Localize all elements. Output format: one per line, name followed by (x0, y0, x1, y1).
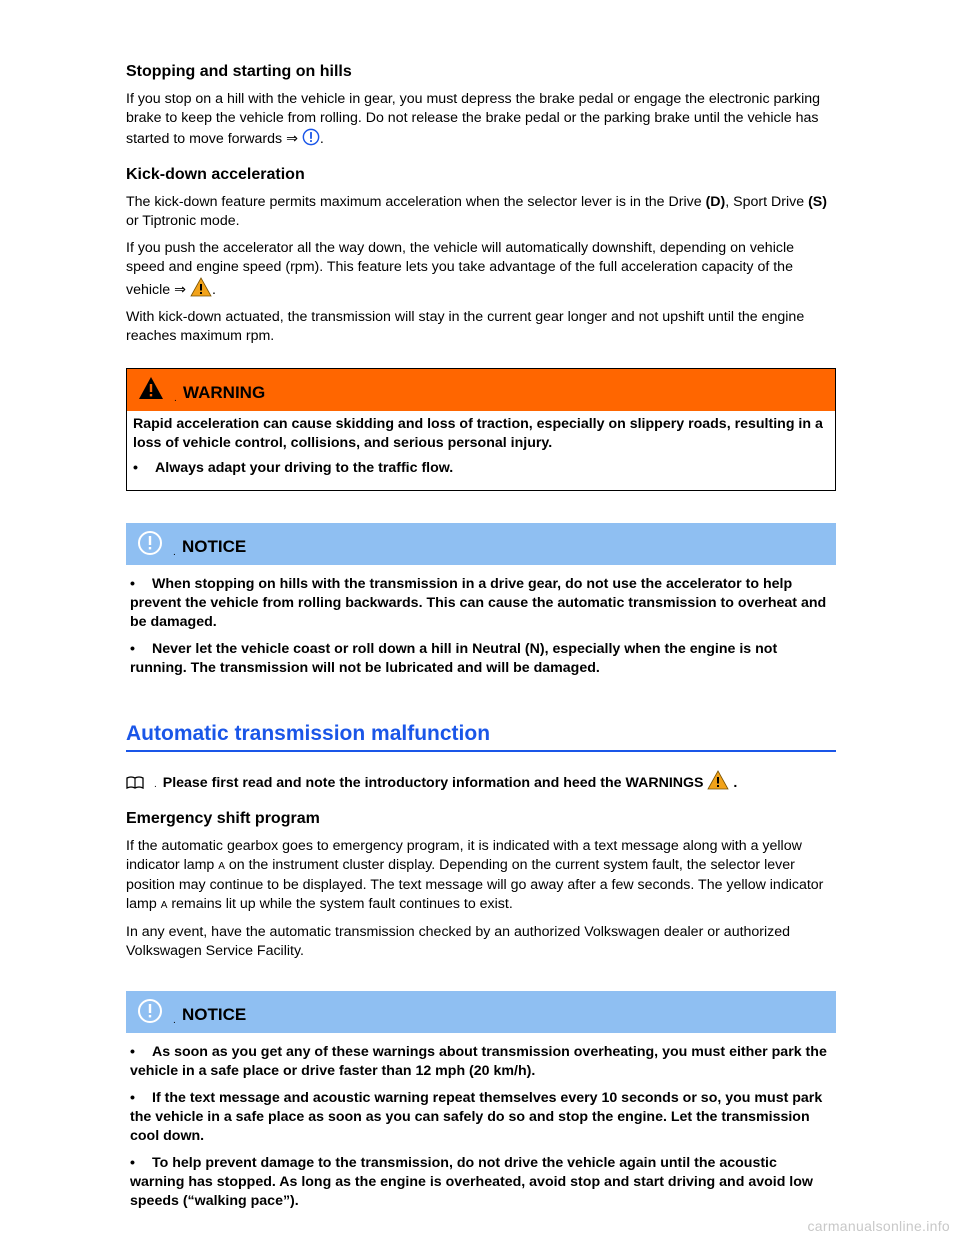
warning-bullet: • Always adapt your driving to the traffic flow. (133, 460, 454, 476)
warning-header: . WARNING (127, 369, 835, 411)
notice-box-2 (126, 991, 836, 1211)
notice-bullet: • If the text message and acoustic warning repeat themselves every 10 seconds or so, you must park the vehicle in a safe place as soon as you can safely do so and stop the engine. Let the transmission cool down. (130, 1090, 823, 1144)
paragraph-kick-down-rpm: With kick-down actuated, the transmission will stay in the current gear longer and not upshift until the engine reaches maximum rpm. (126, 309, 805, 344)
notice-bullet: • When stopping on hills with the transmission in a drive gear, do not use the accelerator to help prevent the vehicle from rolling backwards. This can cause the automatic transmission to overheat and be damaged. (130, 576, 827, 630)
notice-circle-icon (302, 128, 320, 146)
notice-bullet: • As soon as you get any of these warnings about transmission overheating, you must either park the vehicle in a safe place or drive faster than 12 mph (20 km/h). (130, 1044, 827, 1079)
heading-kick-down: Kick-down acceleration (126, 166, 305, 183)
notice-circle-icon (137, 998, 163, 1024)
paragraph-kick-down-modes: The kick-down feature permits maximum acceleration when the selector lever is in the Drive (D), Sport Drive (S) or Tiptronic mode. (126, 194, 827, 229)
notice-circle-icon (137, 530, 163, 556)
indicator-lamp-icon: A (160, 900, 168, 911)
paragraph-dealer: In any event, have the automatic transmission checked by an authorized Volkswagen dealer or authorized Volkswagen Service Facility. (126, 924, 791, 959)
notice-bullet: • Never let the vehicle coast or roll down a hill in Neutral (N), especially when the engine is not running. The transmission will not be lubricated and will be damaged. (130, 641, 778, 676)
warning-triangle-icon (138, 376, 164, 400)
warning-triangle-icon (190, 277, 212, 297)
notice-bullet: • To help prevent damage to the transmission, do not drive the vehicle again until the acoustic warning has stopped. As long as the engine is overheated, avoid stop and start driving and avoid low speeds (“walking pace”). (130, 1155, 813, 1209)
heading-stopping-on-hills: Stopping and starting on hills (126, 63, 352, 80)
heading-emergency-shift: Emergency shift program (126, 810, 320, 827)
notice-body-2 (126, 1033, 836, 1211)
manual-page (126, 0, 836, 1219)
paragraph-kick-down-accelerator: If you push the accelerator all the way down, the vehicle will automatically downshift, depending on vehicle speed and engine speed (rpm). This feature lets you take advantage of the full acceleration capacity of the vehicle ⇒ . (126, 240, 794, 298)
watermark-link[interactable]: carmanualsonline.info (807, 1218, 950, 1234)
notice-header-2: . NOTICE (126, 991, 836, 1033)
paragraph-emergency-program: If the automatic gearbox goes to emergency program, it is indicated with a text message along with a yellow indicator lamp A on the instrument cluster display. Depending on the current system fault, the selector lever position may continue to be displayed. The text message will go away after a few seconds. The yellow indicator lamp A remains lit up while the system fault continues to exist. (126, 838, 824, 912)
notice-title-1: NOTICE (182, 537, 247, 556)
indicator-lamp-icon: A (218, 861, 225, 872)
warning-title: WARNING (183, 383, 266, 402)
intro-note: . Please first read and note the introductory information and heed the WARNINGS . (126, 770, 836, 795)
notice-header-1: . NOTICE (126, 523, 836, 565)
book-icon (126, 776, 144, 790)
section-title-malfunction: Automatic transmission malfunction (126, 722, 836, 752)
notice-box-1 (126, 523, 836, 678)
warning-body (127, 411, 835, 490)
warning-text: Rapid acceleration can cause skidding and loss of traction, especially on slippery roads, resulting in a loss of vehicle control, collisions, and serious personal injury. (133, 416, 823, 451)
paragraph-hills: If you stop on a hill with the vehicle in gear, you must depress the brake pedal or engage the electronic parking brake to keep the vehicle from rolling. Do not release the brake pedal or the parking brake until the vehicle has started to move forwards ⇒ . (126, 91, 821, 147)
warning-box (126, 368, 836, 491)
notice-body-1 (126, 565, 836, 678)
warning-triangle-icon (707, 770, 729, 790)
notice-title-2: NOTICE (182, 1005, 247, 1024)
